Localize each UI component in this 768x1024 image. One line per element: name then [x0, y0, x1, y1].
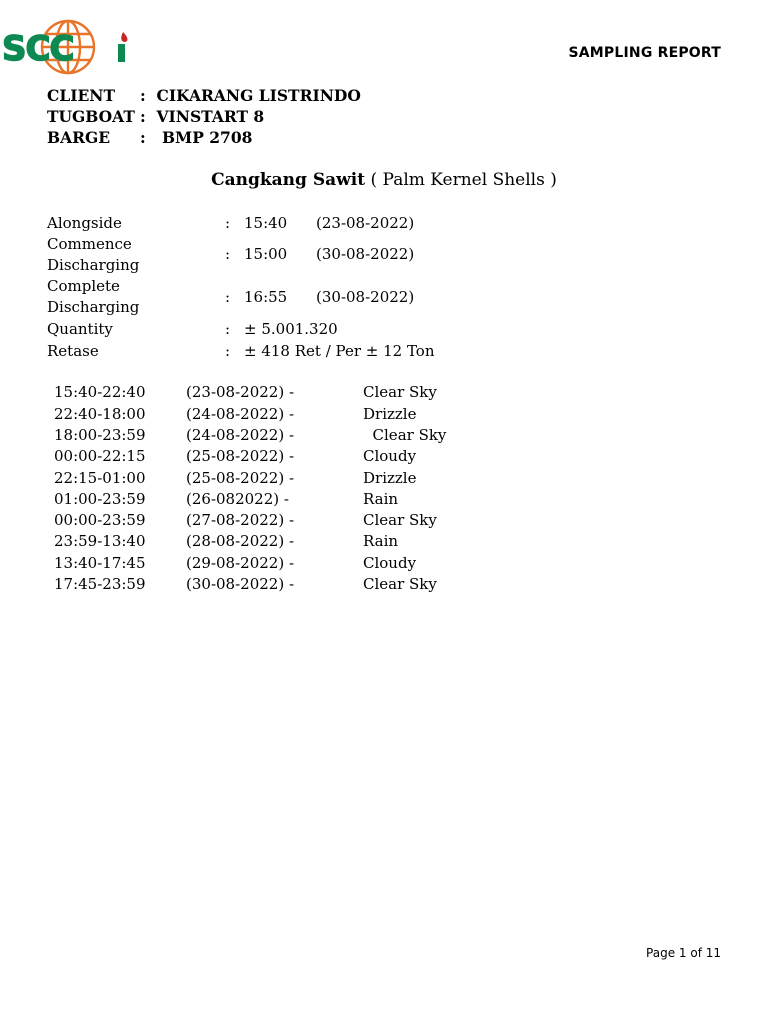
commodity-title	[0, 170, 768, 190]
info-time: 15:00	[244, 245, 288, 263]
weather-condition: Rain	[363, 532, 399, 550]
weather-date: (24-08-2022) -	[186, 426, 295, 444]
weather-date: (25-08-2022) -	[186, 447, 295, 465]
report-title: SAMPLING REPORT	[568, 45, 721, 61]
weather-date: (23-08-2022) -	[186, 383, 295, 401]
weather-date: (25-08-2022) -	[186, 469, 295, 487]
weather-time: 22:40-18:00	[54, 405, 146, 423]
barge-sep: :	[140, 128, 146, 147]
weather-condition: Cloudy	[363, 447, 417, 465]
info-label: Alongside	[47, 214, 122, 232]
info-sep: :	[225, 214, 231, 232]
tugboat-sep: :	[140, 107, 146, 126]
commodity-detail: ( Palm Kernel Shells )	[370, 170, 557, 190]
weather-condition: Drizzle	[363, 405, 417, 423]
weather-time: 00:00-23:59	[54, 511, 146, 529]
client-value: CIKARANG LISTRINDO	[156, 86, 361, 105]
weather-condition: Drizzle	[363, 469, 417, 487]
company-logo	[2, 18, 134, 76]
client-label: CLIENT	[47, 86, 116, 105]
weather-time: 15:40-22:40	[54, 383, 146, 401]
info-sep: :	[225, 288, 231, 306]
weather-condition: Clear Sky	[363, 511, 437, 529]
weather-date: (29-08-2022) -	[186, 554, 295, 572]
weather-condition: Cloudy	[363, 554, 417, 572]
info-label: Retase	[47, 342, 99, 360]
info-date: (30-08-2022)	[316, 245, 415, 263]
info-label: Commence Discharging	[47, 235, 140, 274]
info-sep: :	[225, 245, 231, 263]
weather-condition: Rain	[363, 490, 399, 508]
weather-time: 23:59-13:40	[54, 532, 146, 550]
weather-date: (24-08-2022) -	[186, 405, 295, 423]
info-label: Quantity	[47, 320, 113, 338]
weather-time: 22:15-01:00	[54, 469, 146, 487]
info-time: 16:55	[244, 288, 288, 306]
tugboat-field	[47, 107, 264, 126]
info-value: ± 5.001.320	[244, 320, 338, 338]
info-date: (30-08-2022)	[316, 288, 415, 306]
barge-label: BARGE	[47, 128, 111, 147]
weather-time: 13:40-17:45	[54, 554, 146, 572]
client-sep: :	[140, 86, 146, 105]
barge-field	[47, 128, 252, 147]
tugboat-value: VINSTART 8	[156, 107, 265, 126]
weather-time: 01:00-23:59	[54, 490, 146, 508]
info-value: ± 418 Ret / Per ± 12 Ton	[244, 342, 435, 360]
info-sep: :	[225, 320, 231, 338]
info-time: 15:40	[244, 214, 288, 232]
weather-time: 17:45-23:59	[54, 575, 146, 593]
weather-date: (27-08-2022) -	[186, 511, 295, 529]
weather-condition: Clear Sky	[363, 575, 437, 593]
weather-condition: Clear Sky	[363, 383, 437, 401]
info-label: Complete Discharging	[47, 277, 140, 316]
weather-time: 00:00-22:15	[54, 447, 146, 465]
svg-text:SCC: SCC	[2, 29, 74, 69]
tugboat-label: TUGBOAT	[47, 107, 135, 126]
weather-date: (30-08-2022) -	[186, 575, 295, 593]
weather-time: 18:00-23:59	[54, 426, 146, 444]
info-sep: :	[225, 342, 231, 360]
weather-date: (26-082022) -	[186, 490, 289, 508]
commodity-name: Cangkang Sawit	[211, 170, 366, 190]
weather-condition: Clear Sky	[363, 426, 447, 444]
barge-value: BMP 2708	[161, 128, 253, 147]
page-number: Page 1 of 11	[646, 946, 721, 960]
weather-date: (28-08-2022) -	[186, 532, 295, 550]
info-date: (23-08-2022)	[316, 214, 415, 232]
client-field	[47, 86, 361, 105]
